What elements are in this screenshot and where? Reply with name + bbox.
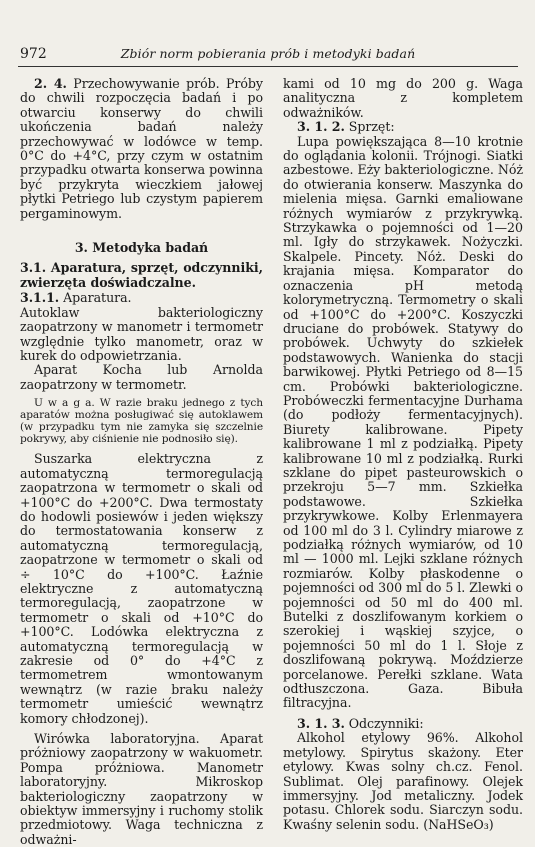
running-title: Zbiór norm pobierania prób i metodyki badań	[120, 46, 416, 61]
section-2-4-text: Przechowywanie prób. Próby do chwili rozpoczęcia badań i po otwarciu konserwy do chwili ukończenia badań należy przechowywać w lodówce w temp. 0°C do +4°C, przy czym w ostatnim przypadku otwarta konserwa powinna być przykryta wieczkiem jałowej płytki Petriego lub czystym papierem pergaminowym.	[20, 76, 263, 221]
sprzet-paragraph: Lupa powiększająca 8—10 krotnie do oglądania kolonii. Trójnogi. Siatki azbestowe. Eży bakteriologiczne. Nóż do otwierania konserw. Maszynka do mielenia mięsa. Garnki emaliowane różnych wymiarów z przykrywką. Strzykawka o pojemności od 1—20 ml. Igły do strzykawek. Nożyczki. Skalpele. Pincety. Nóż. Deski do krajania mięsa. Komparator do oznaczenia pH metodą kolorymetryczną. Termometry o skali od +100°C do +200°C. Koszyczki druciane do probówek. Statywy do probówek. Uchwyty do szkiełek podstawowych. Wanienka do stacji barwikowej. Płytki Petriego od 8—15 cm. Probówki bakteriologiczne. Probóweczki fermentacyjne Durhama (do podłoży fermentacyjnych). Biurety kalibrowane. Pipety kalibrowane 1 ml z podziałką. Pipety kalibrowane 10 ml z podziałką. Rurki szklane do pipet pasteurowskich o przekroju 5—7 mm. Szkiełka podstawowe. Szkiełka przykrywkowe. Kolby Erlenmayera od 100 ml do 3 l. Cylindry miarowe z podziałką różnych wymiarów, od 10 ml — 1000 ml. Lejki szklane różnych rozmiarów. Kolby płaskodenne o pojemności od 300 ml do 5 l. Zlewki o pojemności od 50 ml do 400 ml. Butelki z doszlifowanym korkiem o szerokiej i wąskiej szyjce, o pojemności 50 ml do 1 l. Słoje z doszlifowaną pokrywą. Moździerze porcelanowe. Perełki szklane. Wata odtłuszczona. Gaza. Bibuła filtracyjna.	[283, 133, 523, 711]
section-2-4-number: 2. 4.	[34, 76, 67, 91]
section-3-1-heading	[20, 261, 263, 290]
left-column	[20, 77, 263, 847]
section-3-1-title: Aparatura, sprzęt, odczynniki, zwierzęta doświadczalne.	[20, 260, 263, 290]
section-3-heading: 3. Metodyka badań	[74, 240, 209, 256]
section-3-1-1-number: 3.1.1.	[20, 290, 60, 306]
right-column	[283, 77, 523, 832]
header-rule	[18, 66, 518, 67]
odczynniki-paragraph: Alkohol etylowy 96%. Alkohol metylowy. Spirytus skażony. Eter etylowy. Kwas solny ch.cz. Fenol. Sublimat. Olej parafinowy. Olejek immersyjny. Jod metaliczny. Jodek potasu. Chlorek sodu. Siarczyn sodu. Kwaśny selenin sodu. (NaHSeO₃)	[283, 730, 523, 832]
section-3-1-2-number: 3. 1. 2.	[297, 119, 345, 135]
koch-paragraph: Aparat Kocha lub Arnolda zaopatrzony w termometr.	[20, 362, 263, 392]
continuation-paragraph: kami od 10 mg do 200 g. Waga analityczna z kompletem odważników.	[283, 76, 523, 120]
autoklaw-paragraph: Autoklaw bakteriologiczny zaopatrzony w manometr i termometr względnie tylko manometr, oraz w kurek do odpowietrzania.	[20, 304, 263, 363]
section-3-1-3-number: 3. 1. 3.	[297, 715, 345, 731]
section-3-1-2-title: Sprzęt:	[344, 119, 395, 135]
section-3-1-1-title: Aparatura.	[59, 290, 132, 306]
page-header	[18, 46, 518, 64]
section-3-1-1-heading	[20, 291, 263, 305]
note-paragraph: U w a g a. W razie braku jednego z tych aparatów można posługiwać się autoklawem (w przypadku tym nie zamyka się szczelnie pokrywy, aby ciśnienie nie podnosiło się).	[20, 397, 263, 445]
section-3-1-number: 3.1.	[20, 260, 47, 276]
section-3-1-3-heading	[283, 717, 523, 731]
section-3-1-3-title: Odczynniki:	[344, 715, 424, 731]
wirowka-paragraph: Wirówka laboratoryjna. Aparat próżniowy zaopatrzony w wakuometr. Pompa próżniowa. Manometr laboratoryjny. Mikroskop bakteriologiczny zaopatrzony w obiektyw immersyjny i ruchomy stolik przedmiotowy. Waga techniczna z odważni-	[20, 731, 263, 847]
suszarka-paragraph: Suszarka elektryczna z automatyczną termoregulacją zaopatrzona w termometr o skali od +100°C do +200°C. Dwa termostaty do hodowli posiewów i jeden większy do termostatowania konserw z automatyczną termoregulacją, zaopatrzone w termometr o skali od ÷ 10°C do +100°C. Łaźnie elektryczne z automatyczną termoregulacją, zaopatrzone w termometr o skali od +10°C do +100°C. Lodówka elektryczna z automatyczną termoregulacją w zakresie od 0° do +4°C z termometrem wmontowanym wewnątrz (w razie braku należy termometr umieścić wewnątrz komory chłodzonej).	[20, 451, 263, 726]
section-2-4-paragraph	[20, 77, 263, 221]
page-number: 972	[20, 46, 47, 62]
section-3-1-2-heading	[283, 120, 523, 134]
